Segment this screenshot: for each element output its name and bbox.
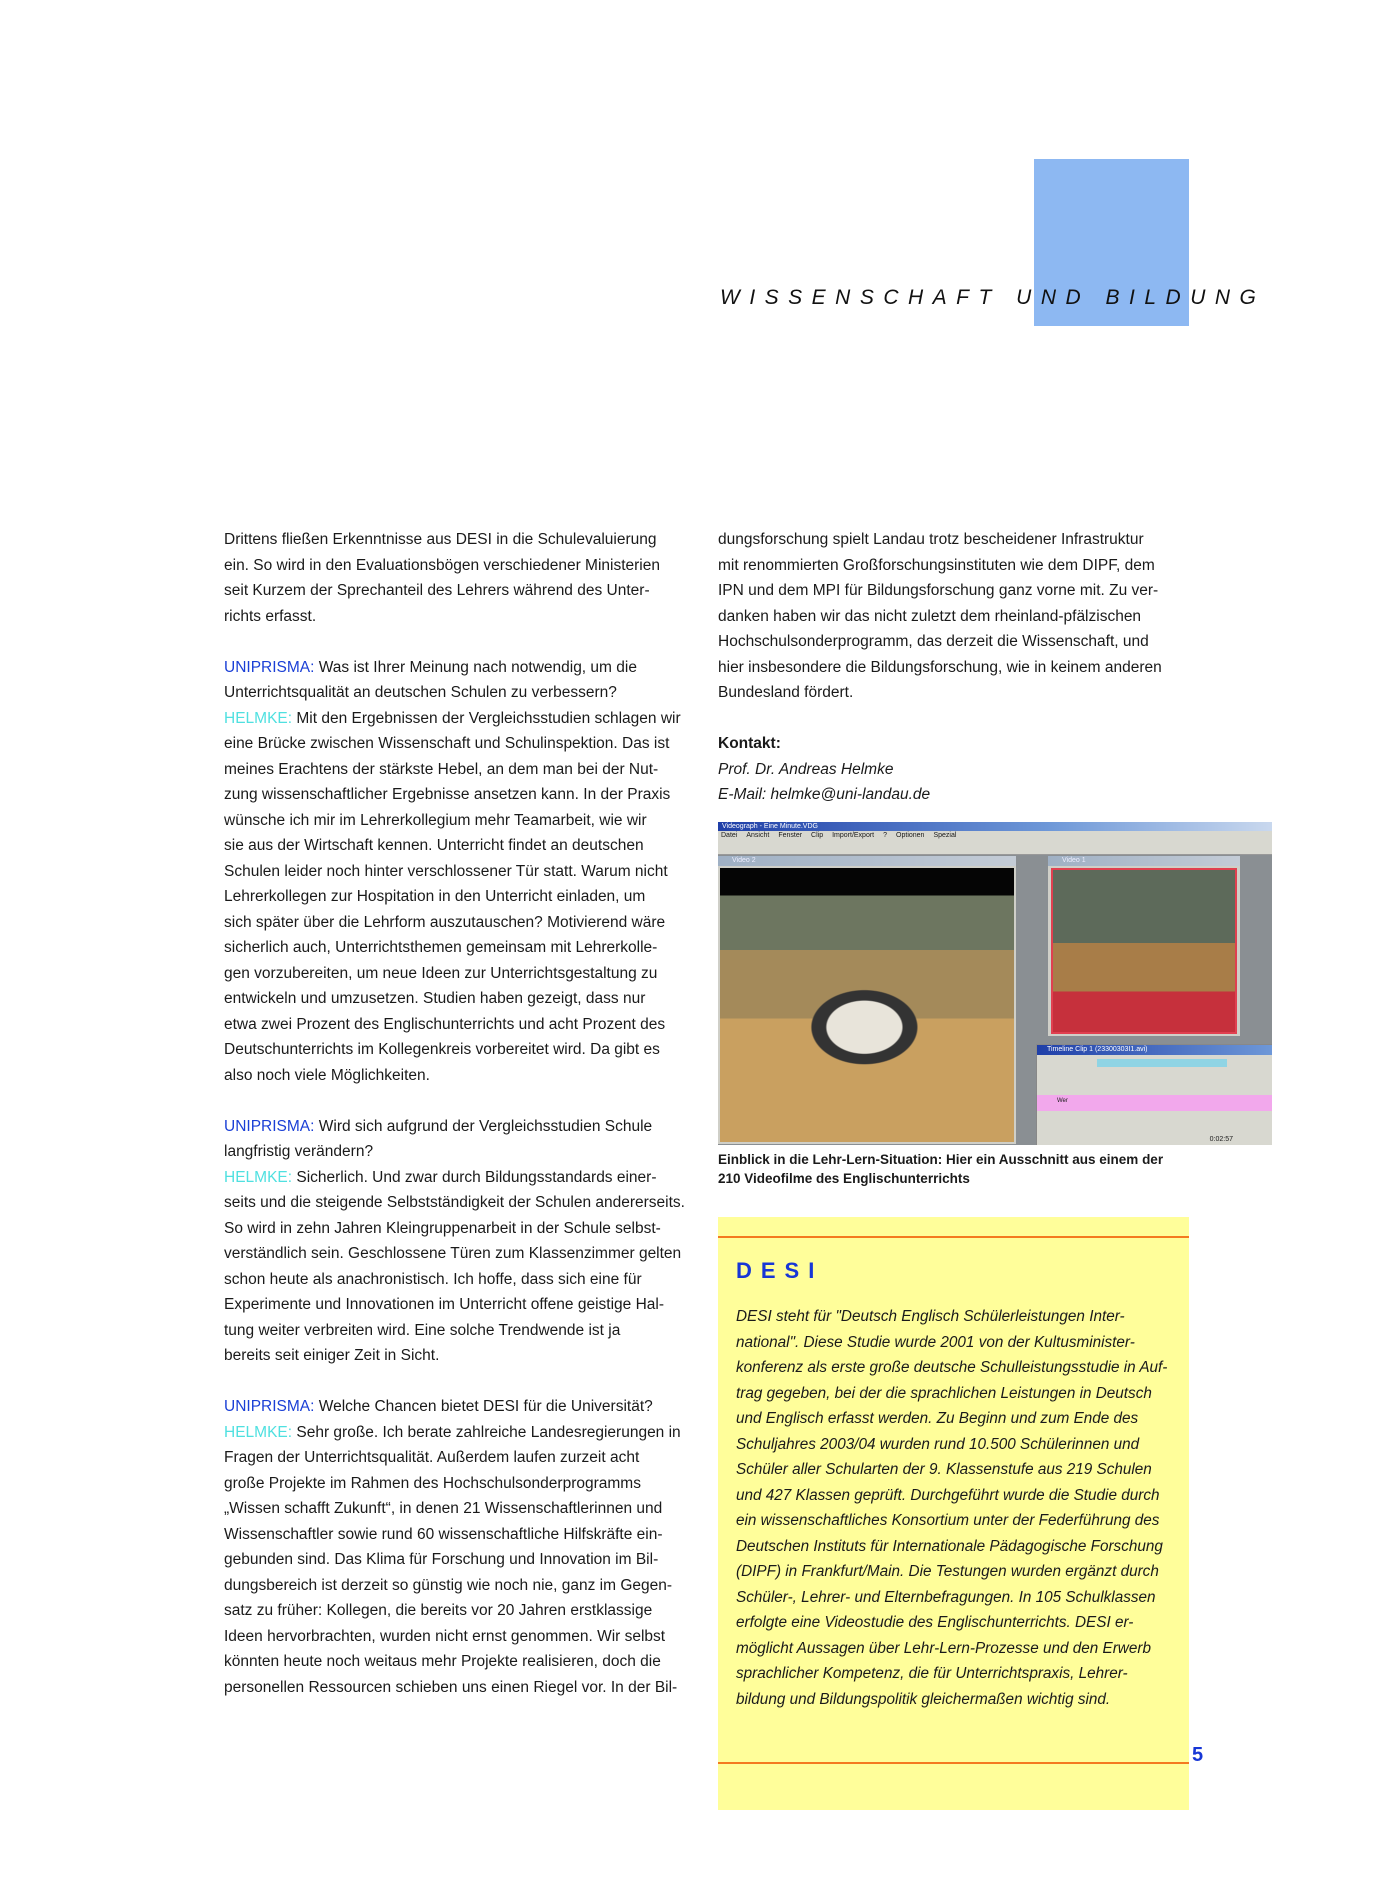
classroom-image-close xyxy=(1051,868,1237,1034)
text-line xyxy=(224,1114,679,1140)
line-text: Ideen hervorbrachten, wurden nicht ernst genommen. Wir selbst xyxy=(224,1627,666,1645)
photo-menu-item: Datei xyxy=(721,832,738,839)
text-line xyxy=(224,1471,679,1497)
line-text: seits und die steigende Selbstständigkeit der Schulen andererseits. xyxy=(224,1194,685,1211)
paragraph xyxy=(224,1114,685,1369)
text-line xyxy=(224,757,679,783)
text-line xyxy=(224,1165,679,1191)
video-2-window xyxy=(718,856,1016,1144)
text-line: trag gegeben, bei der die sprachlichen Leistungen in Deutsch xyxy=(736,1384,1152,1402)
text-line xyxy=(224,1624,679,1650)
interviewer-label: UNIPRISMA: xyxy=(224,1117,315,1135)
text-line xyxy=(224,1037,679,1063)
text-line xyxy=(224,782,679,808)
line-text: Schulen leider noch hinter verschlossener Tür statt. Warum nicht xyxy=(224,862,668,880)
line-text: eine Brücke zwischen Wissenschaft und Schulinspektion. Das ist xyxy=(224,735,670,752)
page-number: 5 xyxy=(1192,1744,1204,1766)
text-line xyxy=(224,578,679,604)
right-text-column xyxy=(718,527,1178,808)
text-line: erfolgte eine Videostudie des Englischunterrichts. DESI er- xyxy=(736,1614,1134,1631)
line-text: Deutschunterrichts im Kollegenkreis vorbereitet wird. Da gibt es xyxy=(224,1041,660,1058)
text-line xyxy=(224,1343,679,1369)
timeline-window xyxy=(1036,1044,1272,1145)
line-text: bereits seit einiger Zeit in Sicht. xyxy=(224,1347,440,1364)
paragraph xyxy=(224,527,679,629)
photo-menu-item: Spezial xyxy=(933,832,957,839)
text-line xyxy=(224,1394,679,1420)
text-line: dungsforschung spielt Landau trotz bescheidener Infrastruktur xyxy=(718,531,1144,548)
line-text: Wird sich aufgrund der Vergleichsstudien Schule xyxy=(318,1117,653,1135)
interviewee-label: HELMKE: xyxy=(224,709,293,727)
text-line: Deutschen Instituts für Internationale Pädagogische Forschung xyxy=(736,1537,1163,1555)
classroom-image-wide xyxy=(720,868,1014,1142)
text-line xyxy=(224,604,679,630)
line-text: sich später über die Lehrform auszutauschen? Motivierend wäre xyxy=(224,913,666,931)
text-line xyxy=(224,655,679,681)
line-text: So wird in zehn Jahren Kleingruppenarbeit in der Schule selbst- xyxy=(224,1219,661,1237)
text-line: hier insbesondere die Bildungsforschung, wie in keinem anderen xyxy=(718,658,1162,676)
text-line xyxy=(224,731,679,757)
contact-email: E-Mail: helmke@uni-landau.de xyxy=(718,786,931,803)
line-text: große Projekte im Rahmen des Hochschulsonderprogramms xyxy=(224,1474,641,1492)
timeline-track-label: Wer xyxy=(1057,1098,1068,1104)
photo-menu-item: Ansicht xyxy=(746,832,770,839)
left-text-column xyxy=(224,527,685,1726)
text-line: national". Diese Studie wurde 2001 von der Kultusminister- xyxy=(736,1333,1135,1351)
line-text: „Wissen schafft Zukunft“, in denen 21 Wissenschaftlerinnen und xyxy=(224,1500,663,1517)
line-text: Wissenschaftler sowie rund 60 wissenschaftliche Hilfskräfte ein- xyxy=(224,1525,663,1543)
text-line xyxy=(224,1267,679,1293)
desi-body xyxy=(736,1304,1167,1712)
text-line xyxy=(224,1445,679,1471)
line-text: gen vorzubereiten, um neue Ideen zur Unterrichtsgestaltung zu xyxy=(224,964,658,982)
text-line xyxy=(224,1139,679,1165)
videograph-screenshot-photo xyxy=(718,822,1272,1145)
right-paragraph xyxy=(718,527,1178,706)
text-line xyxy=(224,1318,679,1344)
section-title xyxy=(720,286,1265,310)
box-top-rule xyxy=(718,1236,1189,1238)
caption-line: Einblick in die Lehr-Lern-Situation: Hier ein Ausschnitt aus einem der xyxy=(718,1152,1164,1167)
line-text: etwa zwei Prozent des Englischunterrichts und acht Prozent des xyxy=(224,1015,666,1033)
video-1-title: Video 1 xyxy=(1048,856,1240,866)
text-line: Schüler aller Schularten der 9. Klassenstufe aus 219 Schulen xyxy=(736,1461,1152,1478)
paragraph xyxy=(224,1394,679,1700)
line-text: schon heute als anachronistisch. Ich hoffe, dass sich eine für xyxy=(224,1270,642,1288)
text-line xyxy=(224,1675,679,1701)
line-text: sie aus der Wirtschaft kennen. Unterricht findet an deutschen xyxy=(224,837,644,854)
line-text: wünsche ich mir im Lehrerkollegium mehr Teamarbeit, wie wir xyxy=(224,811,647,829)
text-line xyxy=(224,1012,679,1038)
text-line xyxy=(224,808,679,834)
timeline-range xyxy=(1097,1059,1227,1067)
line-text: richts erfasst. xyxy=(224,607,317,625)
text-line xyxy=(224,1598,679,1624)
photo-menu-item: Optionen xyxy=(896,832,925,839)
section-title-part1: WISSENSCHAFT UND xyxy=(720,286,1106,309)
text-line xyxy=(224,680,679,706)
video-2-title: Video 2 xyxy=(718,856,1016,866)
photo-window-title: Videograph - Eine Minute.VDG xyxy=(718,822,1272,831)
line-text: tung weiter verbreiten wird. Eine solche Trendwende ist ja xyxy=(224,1321,621,1339)
text-line: Schüler-, Lehrer- und Elternbefragungen. In 105 Schulklassen xyxy=(736,1588,1156,1606)
text-line xyxy=(224,1649,679,1675)
line-text: seit Kurzem der Sprechanteil des Lehrers während des Unter- xyxy=(224,582,650,599)
text-line: möglicht Aussagen über Lehr-Lern-Prozesse und den Erwerb xyxy=(736,1639,1151,1657)
line-text: also noch viele Möglichkeiten. xyxy=(224,1066,430,1084)
line-text: Unterrichtsqualität an deutschen Schulen zu verbessern? xyxy=(224,684,617,701)
text-line xyxy=(224,1216,679,1242)
photo-menu-item: ? xyxy=(883,832,888,839)
text-line: (DIPF) in Frankfurt/Main. Die Testungen wurden ergänzt durch xyxy=(736,1563,1159,1580)
photo-caption xyxy=(718,1150,1163,1188)
text-line xyxy=(224,961,679,987)
box-bottom-rule xyxy=(718,1762,1189,1764)
photo-menu-item: Fenster xyxy=(778,832,803,839)
section-title-part2: BILDUNG xyxy=(1105,286,1266,309)
photo-menu-item: Clip xyxy=(811,832,824,839)
text-line xyxy=(224,1063,679,1089)
text-line xyxy=(224,1573,679,1599)
text-line xyxy=(224,1190,685,1216)
photo-menu-item: Import/Export xyxy=(832,832,875,839)
text-line xyxy=(224,833,679,859)
text-line: Bundesland fördert. xyxy=(718,684,854,701)
line-text: Sicherlich. Und zwar durch Bildungsstandards einer- xyxy=(296,1168,657,1186)
text-line: DESI steht für "Deutsch Englisch Schülerleistungen Inter- xyxy=(736,1308,1125,1325)
video-1-window xyxy=(1048,856,1240,1036)
interviewer-label: UNIPRISMA: xyxy=(224,1398,315,1415)
desi-heading: DESI xyxy=(736,1258,824,1283)
photo-toolbar xyxy=(718,841,1272,855)
text-line xyxy=(224,1522,679,1548)
contact-name: Prof. Dr. Andreas Helmke xyxy=(718,760,894,778)
line-text: Was ist Ihrer Meinung nach notwendig, um die xyxy=(318,658,637,676)
timeline-track xyxy=(1037,1095,1272,1111)
text-line xyxy=(224,706,679,732)
text-line: Schuljahres 2003/04 wurden rund 10.500 Schülerinnen und xyxy=(736,1435,1140,1453)
line-text: Sehr große. Ich berate zahlreiche Landesregierungen in xyxy=(296,1423,681,1441)
text-line xyxy=(224,935,679,961)
line-text: Experimente und Innovationen im Unterricht offene geistige Hal- xyxy=(224,1296,664,1313)
interviewer-label: UNIPRISMA: xyxy=(224,658,315,676)
line-text: langfristig verändern? xyxy=(224,1143,374,1160)
text-line xyxy=(224,910,679,936)
line-text: ein. So wird in den Evaluationsbögen verschiedener Ministerien xyxy=(224,556,660,574)
line-text: Drittens fließen Erkenntnisse aus DESI in die Schulevaluierung xyxy=(224,531,657,548)
line-text: entwickeln und umzusetzen. Studien haben gezeigt, dass nur xyxy=(224,990,646,1007)
line-text: dungsbereich ist derzeit so günstig wie noch nie, ganz im Gegen- xyxy=(224,1576,673,1594)
text-line: Hochschulsonderprogramm, das derzeit die Wissenschaft, und xyxy=(718,633,1149,650)
text-line: sprachlicher Kompetenz, die für Unterrichtspraxis, Lehrer- xyxy=(736,1665,1128,1682)
text-line xyxy=(224,553,679,579)
contact-heading: Kontakt: xyxy=(718,735,781,752)
timeline-time: 0:02:57 xyxy=(1209,1136,1233,1143)
paragraph xyxy=(224,655,679,1089)
line-text: könnten heute noch weitaus mehr Projekte realisieren, doch die xyxy=(224,1653,661,1670)
text-line: IPN und dem MPI für Bildungsforschung ganz vorne mit. Zu ver- xyxy=(718,582,1159,599)
text-line xyxy=(224,884,679,910)
line-text: Fragen der Unterrichtsqualität. Außerdem laufen zurzeit acht xyxy=(224,1449,640,1466)
line-text: satz zu früher: Kollegen, die bereits vor 20 Jahren erstklassige xyxy=(224,1602,653,1619)
interviewee-label: HELMKE: xyxy=(224,1168,293,1186)
photo-menu-bar xyxy=(718,831,1272,841)
line-text: verständlich sein. Geschlossene Türen zum Klassenzimmer gelten xyxy=(224,1245,682,1262)
text-line: ein wissenschaftliches Konsortium unter der Federführung des xyxy=(736,1512,1160,1529)
line-text: meines Erachtens der stärkste Hebel, an dem man bei der Nut- xyxy=(224,760,659,778)
line-text: Mit den Ergebnissen der Vergleichsstudien schlagen wir xyxy=(296,709,681,727)
line-text: Welche Chancen bietet DESI für die Universität? xyxy=(318,1398,653,1415)
text-line xyxy=(224,859,679,885)
text-line: bildung und Bildungspolitik gleichermaßen wichtig sind. xyxy=(736,1690,1111,1708)
text-line xyxy=(224,1496,679,1522)
text-line xyxy=(224,527,679,553)
text-line: und 427 Klassen geprüft. Durchgeführt wurde die Studie durch xyxy=(736,1486,1160,1504)
text-line: mit renommierten Großforschungsinstituten wie dem DIPF, dem xyxy=(718,556,1155,574)
text-line xyxy=(224,1241,682,1267)
text-line: und Englisch erfasst werden. Zu Beginn und zum Ende des xyxy=(736,1410,1139,1427)
interviewee-label: HELMKE: xyxy=(224,1423,293,1441)
timeline-title: Timeline Clip 1 (23300303I1.avi) xyxy=(1037,1045,1272,1055)
text-line xyxy=(224,1420,679,1446)
line-text: gebunden sind. Das Klima für Forschung und Innovation im Bil- xyxy=(224,1551,659,1568)
line-text: personellen Ressourcen schieben uns einen Riegel vor. In der Bil- xyxy=(224,1678,678,1696)
text-line xyxy=(224,986,679,1012)
line-text: zung wissenschaftlicher Ergebnisse ansetzen kann. In der Praxis xyxy=(224,786,671,803)
text-line xyxy=(224,1292,679,1318)
line-text: Lehrerkollegen zur Hospitation in den Unterricht einladen, um xyxy=(224,888,646,905)
text-line: danken haben wir das nicht zuletzt dem rheinland-pfälzischen xyxy=(718,607,1142,625)
line-text: sicherlich auch, Unterrichtsthemen gemeinsam mit Lehrerkolle- xyxy=(224,939,658,956)
text-line: konferenz als erste große deutsche Schulleistungsstudie in Auf- xyxy=(736,1359,1168,1376)
text-line xyxy=(224,1547,679,1573)
caption-line: 210 Videofilme des Englischunterrichts xyxy=(718,1171,970,1186)
